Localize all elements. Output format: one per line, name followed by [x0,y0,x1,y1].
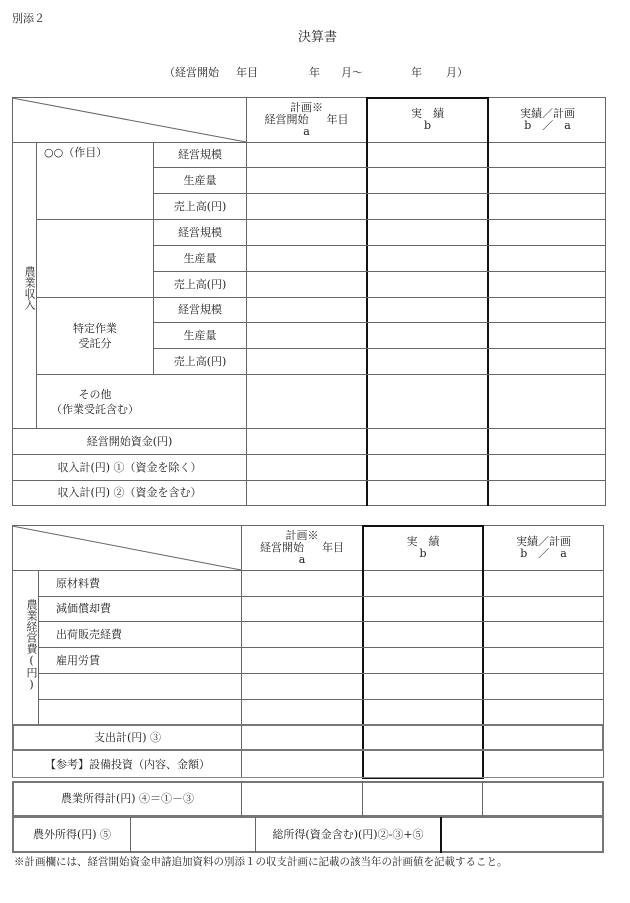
capex-reference-label: 【参考】設備投資（内容、金額） [45,757,210,771]
plan-column-header: 計画※ 経営開始 年目 a [260,529,344,566]
crop2-scale-label: 経営規模 [178,225,222,239]
contract-sales-label: 売上高(円) [173,354,227,368]
period-from-year: 年 [309,66,320,79]
period-year-index: 年目 [236,66,258,79]
expense-item-blank-1[interactable] [48,674,238,699]
contract-work-label: 特定作業 受託分 [73,322,117,350]
non-farm-income-input[interactable] [131,818,255,852]
attachment-label: 別添２ [12,12,45,25]
other-income-label: その他 （作業受託含む） [51,387,139,416]
non-farm-income-label: 農外所得(円) ⑤ [32,828,112,841]
footnote: ※計画欄には、経営開始資金申請追加資料の別添１の収支計画に記載の該当年の計画値を記載すること。 [14,856,508,868]
diagonal-line [12,525,242,571]
crop2-production-label: 生産量 [183,251,217,265]
actual-column-header: 実 績 b [411,107,444,132]
crop1-sales-label: 売上高(円) [173,199,227,213]
crop1-scale-label: 経営規模 [178,148,222,161]
startup-funds-label: 経営開始資金(円) [86,434,173,448]
ratio-column-header: 実績／計画 b ／ a [516,535,571,560]
period-from-month: 月～ [341,66,363,79]
income-total-1-label: 収入計(円) ①（資金を除く） [57,460,202,474]
income-total-2-label: 収入計(円) ②（資金を含む） [57,486,202,499]
actual-column-header: 実 績 b [406,535,440,560]
gross-income-label: 総所得(資金含む)(円)②-③+⑤ [272,828,424,841]
plan-header-line1: 計画※ [290,101,323,114]
contract-scale-label: 経営規模 [178,303,222,316]
plan-header-line2: 経営開始 年目 [264,113,349,126]
expense-item-depreciation: 減価償却費 [56,602,111,615]
gross-income-input[interactable] [442,818,602,852]
expense-item-shipping: 出荷販売経費 [56,627,122,641]
expense-item-blank-2[interactable] [48,700,238,724]
expense-item-labor: 雇用労賃 [56,653,100,667]
plan-header-line3: a [303,125,310,138]
crop1-production-label: 生産量 [183,173,217,187]
farm-income-group-label: 農業収入 [23,266,36,310]
farm-income-total-label: 農業所得計(円) ④＝①－③ [60,792,195,805]
expense-item-materials: 原材料費 [56,576,100,590]
period-to-month: 月） [446,66,468,79]
page-title: 決算書 [298,30,338,45]
period-open: （経営開始 [164,66,219,79]
expense-total-label: 支出計(円) ③ [93,731,162,744]
contract-production-label: 生産量 [183,328,217,342]
crop2-sales-label: 売上高(円) [173,277,227,291]
farm-expense-group-label: 農業経営費(円) [25,599,38,691]
ratio-column-header: 実績／計画 b ／ a [520,107,575,132]
period-to-year: 年 [411,66,422,79]
crop1-label: ○○（作目） [44,146,108,159]
